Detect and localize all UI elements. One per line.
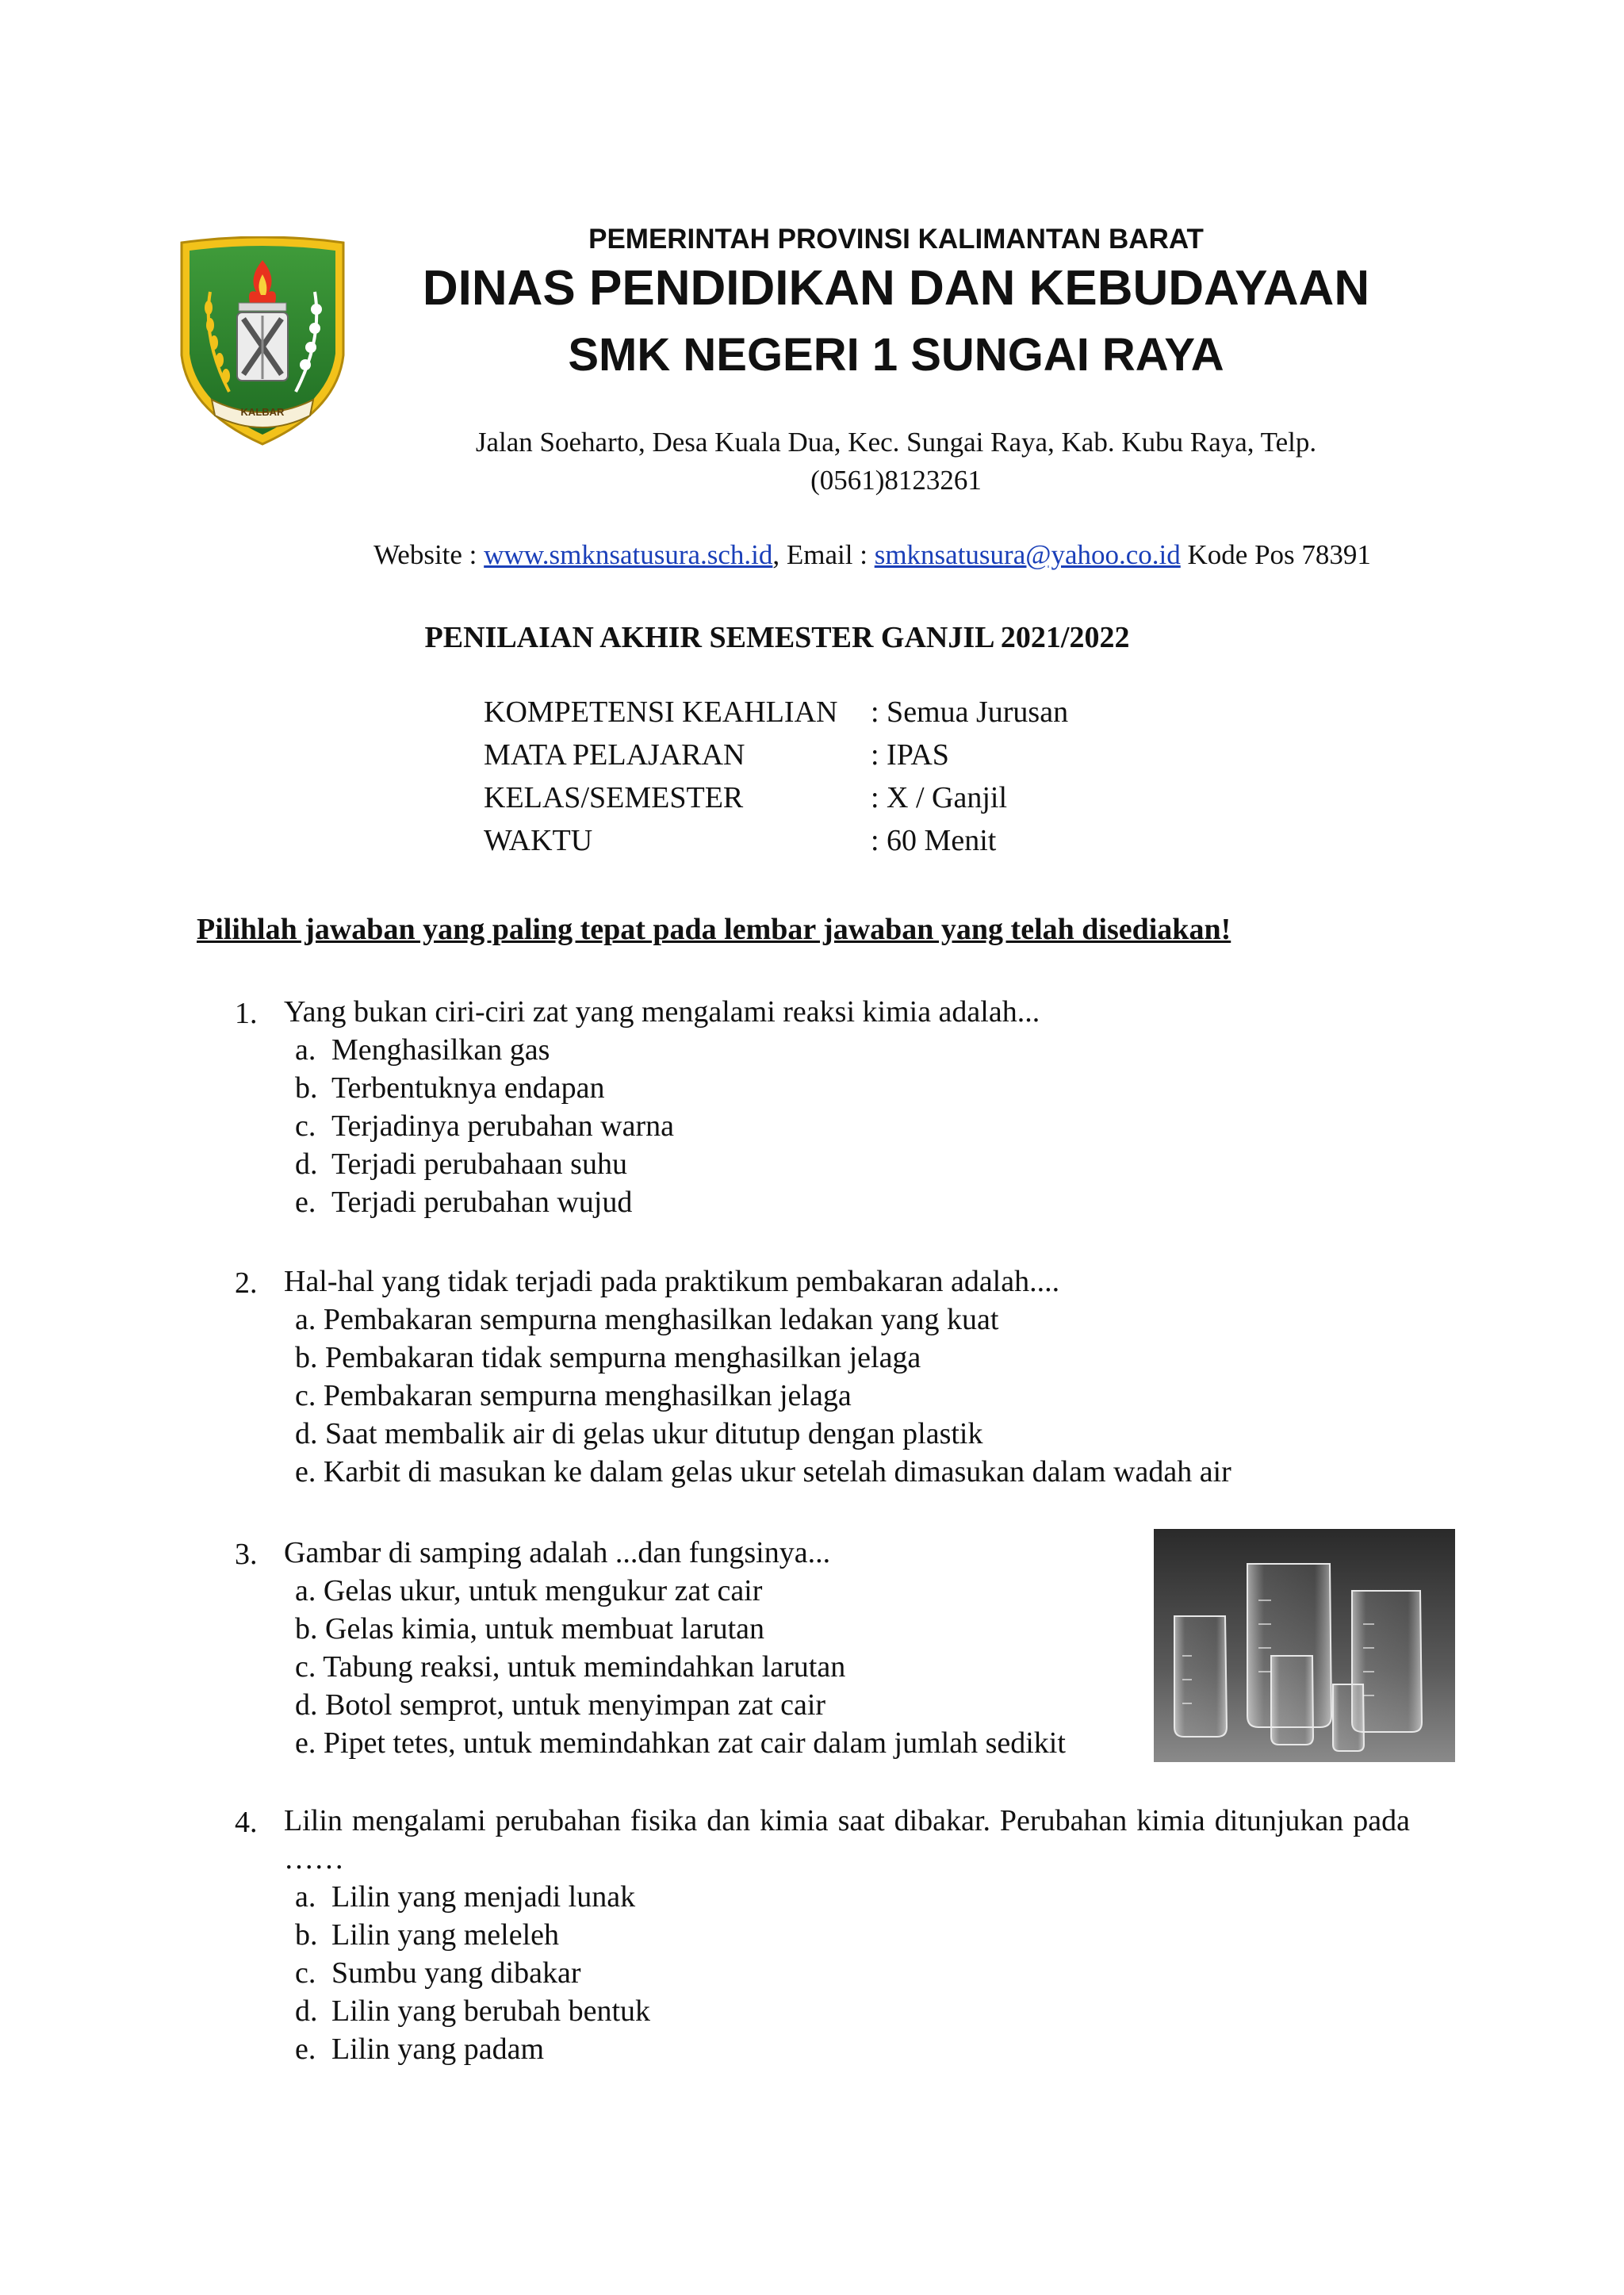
email-link[interactable]: smknsatusura@yahoo.co.id: [874, 539, 1181, 570]
option-letter: e.: [295, 2033, 316, 2066]
email-label: , Email :: [772, 539, 875, 570]
option-letter: d.: [295, 1994, 318, 2028]
info-label: MATA PELAJARAN: [484, 738, 745, 772]
option-letter: c.: [295, 1379, 316, 1412]
info-value: : 60 Menit: [871, 824, 997, 857]
option-letter: c.: [295, 1956, 316, 1990]
question-number: 3.: [235, 1538, 258, 1571]
option-b[interactable]: [295, 1071, 604, 1105]
website-link[interactable]: www.smknsatusura.sch.id: [484, 539, 773, 570]
info-label: KOMPETENSI KEAHLIAN: [484, 695, 838, 729]
option-d[interactable]: [295, 1147, 627, 1182]
option-text: Terbentuknya endapan: [331, 1071, 605, 1105]
option-letter: d.: [295, 1148, 318, 1181]
option-text: Pembakaran sempurna menghasilkan ledakan yang kuat: [323, 1303, 999, 1336]
option-text: Botol semprot, untuk menyimpan zat cair: [325, 1688, 826, 1722]
option-letter: d.: [295, 1417, 318, 1450]
option-a[interactable]: [295, 1573, 762, 1608]
option-letter: c.: [295, 1109, 316, 1143]
option-text: Tabung reaksi, untuk memindahkan larutan: [323, 1650, 846, 1684]
option-e[interactable]: [295, 1726, 1066, 1761]
option-c[interactable]: [295, 1956, 581, 1990]
beakers-photo: [1154, 1529, 1455, 1762]
contact-line: [238, 539, 1507, 571]
instruction: Pilihlah jawaban yang paling tepat pada lembar jawaban yang telah disediakan!: [197, 913, 1231, 946]
option-text: Lilin yang menjadi lunak: [331, 1880, 636, 1914]
option-text: Pembakaran sempurna menghasilkan jelaga: [323, 1379, 852, 1412]
info-row-subject: [484, 738, 949, 772]
info-label: KELAS/SEMESTER: [484, 781, 744, 814]
info-label: WAKTU: [484, 824, 593, 857]
option-letter: a.: [295, 1880, 316, 1914]
question-text: Gambar di samping adalah ...dan fungsinya...: [284, 1536, 831, 1569]
option-b[interactable]: [295, 1340, 921, 1375]
option-letter: e.: [295, 1726, 316, 1760]
exam-title: PENILAIAN AKHIR SEMESTER GANJIL 2021/2022: [424, 621, 1130, 654]
option-text: Lilin yang meleleh: [331, 1918, 560, 1952]
option-letter: b.: [295, 1918, 318, 1952]
option-letter: a.: [295, 1303, 316, 1336]
option-b[interactable]: [295, 1611, 764, 1646]
option-letter: b.: [295, 1071, 318, 1105]
option-letter: e.: [295, 1186, 316, 1219]
option-d[interactable]: [295, 1416, 983, 1451]
option-text: Menghasilkan gas: [331, 1033, 550, 1067]
option-text: Sumbu yang dibakar: [331, 1956, 581, 1990]
question-text: Hal-hal yang tidak terjadi pada praktikum pembakaran adalah....: [284, 1265, 1060, 1298]
option-a[interactable]: [295, 1879, 635, 1914]
option-text: Terjadi perubahan wujud: [331, 1186, 633, 1219]
info-row-time: [484, 823, 996, 858]
option-letter: c.: [295, 1650, 316, 1684]
option-a[interactable]: [295, 1033, 550, 1067]
option-a[interactable]: [295, 1302, 998, 1337]
option-text: Saat membalik air di gelas ukur ditutup dengan plastik: [325, 1417, 983, 1450]
info-row-class: [484, 780, 1007, 815]
option-c[interactable]: [295, 1378, 852, 1413]
option-letter: b.: [295, 1341, 318, 1374]
option-text: Pembakaran tidak sempurna menghasilkan jelaga: [325, 1341, 921, 1374]
option-text: Lilin yang berubah bentuk: [331, 1994, 651, 2028]
option-c[interactable]: [295, 1649, 845, 1684]
question-number: 4.: [235, 1806, 258, 1839]
logo-ribbon-text: KALBAR: [240, 406, 285, 418]
provincial-crest-logo: [170, 236, 354, 449]
option-e[interactable]: [295, 2032, 544, 2067]
option-d[interactable]: [295, 1994, 650, 2029]
question-text: Lilin mengalami perubahan fisika dan kimia saat dibakar. Perubahan kimia ditunjukan pada ……: [284, 1804, 1410, 1875]
option-text: Lilin yang padam: [331, 2033, 545, 2066]
option-text: Gelas kimia, untuk membuat larutan: [325, 1612, 765, 1646]
option-b[interactable]: [295, 1918, 559, 1952]
info-value: : IPAS: [871, 738, 949, 772]
option-letter: d.: [295, 1688, 318, 1722]
government-name: PEMERINTAH PROVINSI KALIMANTAN BARAT: [588, 224, 1204, 255]
option-text: Terjadinya perubahan warna: [331, 1109, 675, 1143]
address-line-2: (0561)8123261: [810, 465, 982, 496]
option-letter: a.: [295, 1033, 316, 1067]
option-letter: b.: [295, 1612, 318, 1646]
question-text: Yang bukan ciri-ciri zat yang mengalami reaksi kimia adalah...: [284, 995, 1040, 1029]
info-row-competency: [484, 695, 1068, 730]
question-number: 1.: [235, 997, 258, 1030]
option-d[interactable]: [295, 1688, 825, 1722]
shield-emblem-icon: [237, 312, 288, 381]
info-value: : Semua Jurusan: [871, 695, 1069, 729]
option-letter: e.: [295, 1455, 316, 1488]
question-number: 2.: [235, 1266, 258, 1300]
option-e[interactable]: [295, 1454, 1231, 1489]
option-text: Gelas ukur, untuk mengukur zat cair: [323, 1574, 763, 1607]
postal-code: Kode Pos 78391: [1180, 539, 1371, 570]
school-name: SMK NEGERI 1 SUNGAI RAYA: [568, 329, 1224, 381]
address-line-1: Jalan Soeharto, Desa Kuala Dua, Kec. Sungai Raya, Kab. Kubu Raya, Telp.: [475, 427, 1317, 458]
option-text: Karbit di masukan ke dalam gelas ukur setelah dimasukan dalam wadah air: [323, 1455, 1231, 1488]
option-letter: a.: [295, 1574, 316, 1607]
info-value: : X / Ganjil: [871, 781, 1008, 814]
option-c[interactable]: [295, 1109, 674, 1144]
option-text: Pipet tetes, untuk memindahkan zat cair dalam jumlah sedikit: [323, 1726, 1066, 1760]
option-e[interactable]: [295, 1185, 632, 1220]
department-name: DINAS PENDIDIKAN DAN KEBUDAYAAN: [422, 261, 1370, 316]
website-label: Website :: [373, 539, 485, 570]
option-text: Terjadi perubahaan suhu: [331, 1148, 627, 1181]
